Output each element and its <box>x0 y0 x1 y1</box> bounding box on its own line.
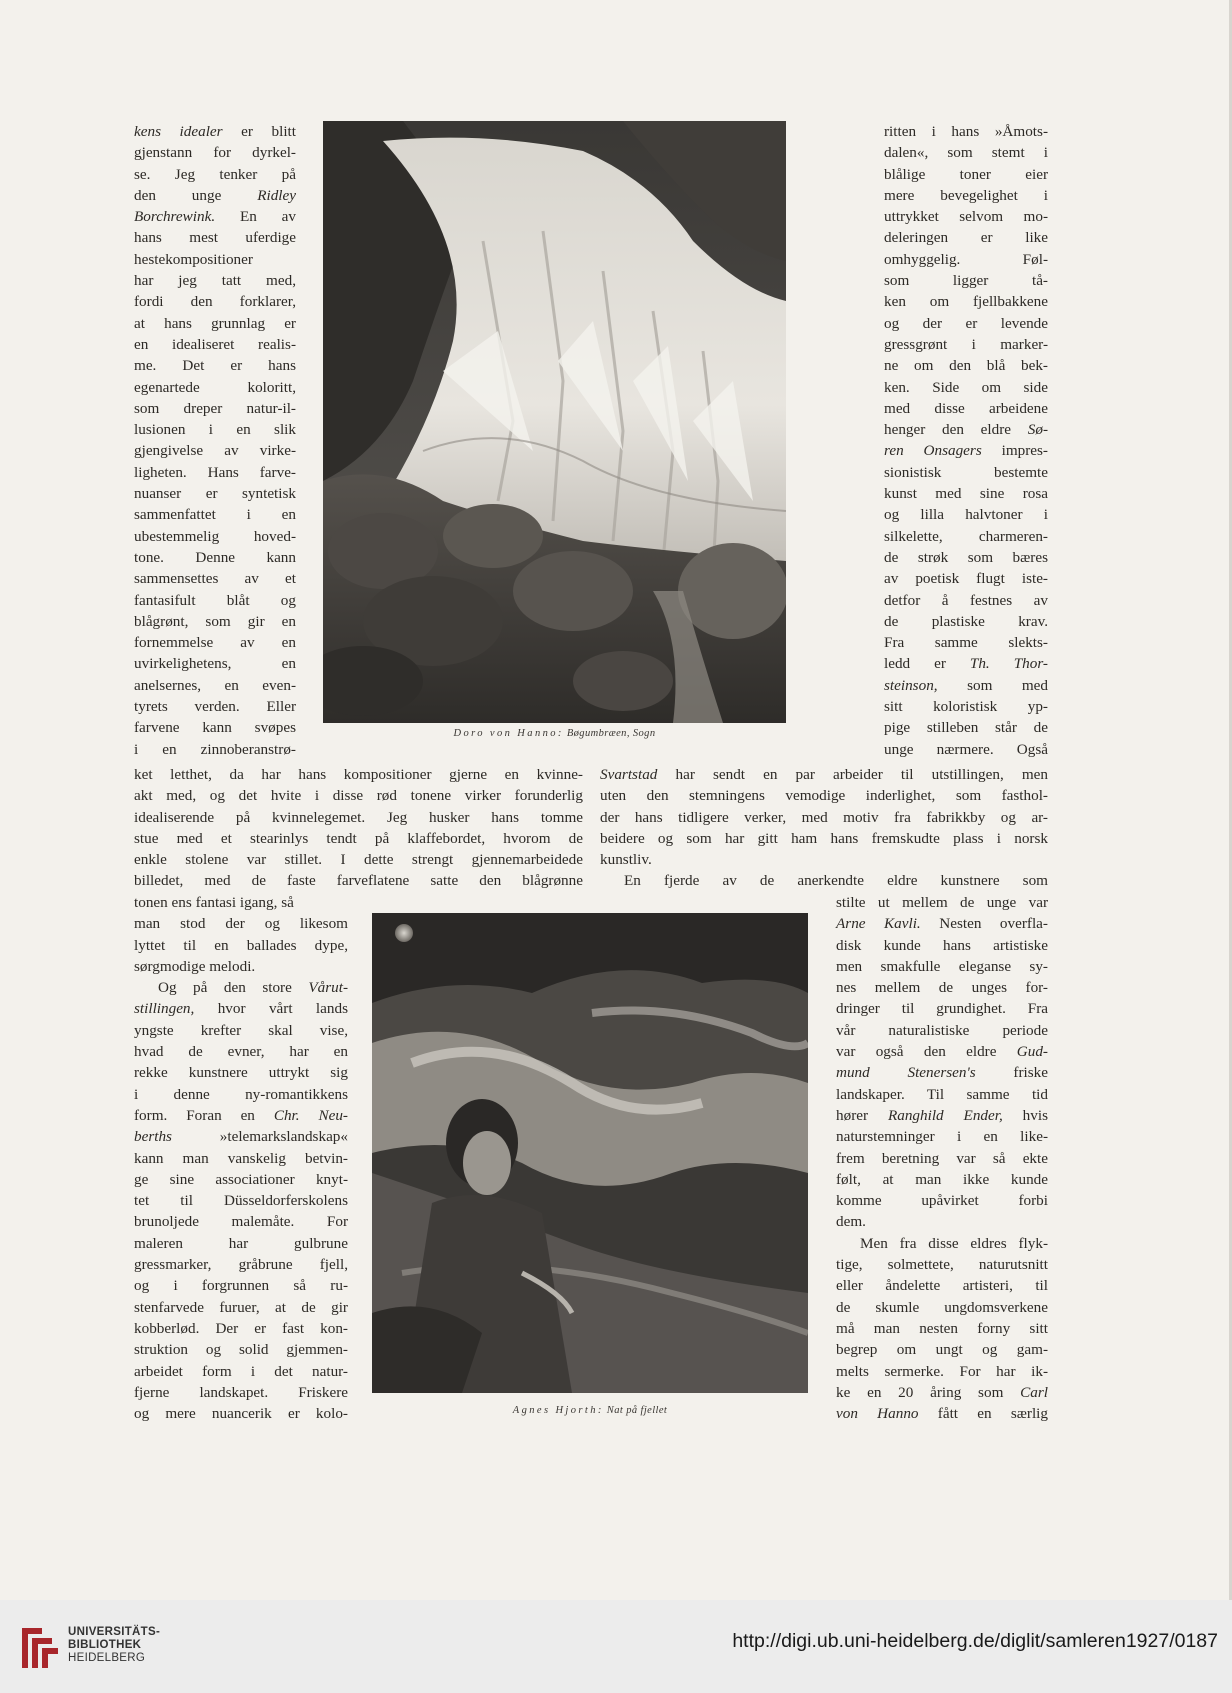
italic-name: ren Onsagers <box>884 442 982 460</box>
text-line <box>134 227 296 248</box>
caption-top-artist: Doro von Hanno: <box>453 728 564 739</box>
text-line <box>600 828 1048 849</box>
text-line <box>134 1233 348 1254</box>
text-line <box>600 807 1048 828</box>
italic-name: Th. Thor- <box>969 655 1048 673</box>
text-line <box>836 1275 1048 1296</box>
text-run: ket letthet, da har hans kompositioner gjerne en kvinne- <box>134 766 583 783</box>
text-line <box>134 913 348 934</box>
text-line <box>836 1403 1048 1424</box>
text-run: tet til Düsseldorferskolens <box>134 1192 348 1210</box>
text-run: friske <box>975 1064 1048 1082</box>
italic-name: Gud- <box>1016 1043 1048 1061</box>
text-run: tone. Denne kann <box>134 548 296 566</box>
text-run: stue med et stearinlys tendt på klaffebordet, hvorom de <box>134 829 583 847</box>
text-run: hvor vårt lands <box>194 1000 348 1018</box>
text-line <box>134 121 296 142</box>
text-line <box>884 568 1048 589</box>
text-run: yngste krefter skal vise, <box>134 1021 348 1039</box>
text-line <box>134 717 296 738</box>
text-line <box>836 956 1048 977</box>
text-line <box>134 355 296 376</box>
text-line <box>884 270 1048 291</box>
text-run: blålige toner eier <box>884 165 1048 183</box>
text-line <box>836 935 1048 956</box>
text-line <box>600 764 1048 785</box>
text-run: sammensettes av et <box>134 570 296 588</box>
caption-top <box>323 728 786 739</box>
text-line <box>134 1062 348 1083</box>
text-run: ritten i hans »Åmots- <box>884 123 1048 140</box>
text-run: fordi den forklarer, <box>134 293 296 311</box>
text-line <box>884 334 1048 355</box>
text-run: Men fra disse eldres flyk- <box>860 1234 1048 1252</box>
text-line <box>134 956 348 977</box>
text-line <box>134 270 296 291</box>
text-run: nuanser er syntetisk <box>134 485 296 503</box>
painting-glacier <box>323 121 786 723</box>
text-line <box>836 1020 1048 1041</box>
text-run: mere bevegelighet i <box>884 186 1048 204</box>
text-line <box>836 1041 1048 1062</box>
text-line <box>884 291 1048 312</box>
text-line <box>134 313 296 334</box>
text-run: deleringen er like <box>884 229 1048 247</box>
text-line <box>134 419 296 440</box>
text-line <box>134 892 348 913</box>
text-run: hans mest uferdige <box>134 229 296 247</box>
article-lower-right <box>836 892 1048 1424</box>
text-line <box>134 1254 348 1275</box>
text-line <box>600 849 1048 870</box>
text-line <box>134 870 583 891</box>
text-run: ge sine associationer knyt- <box>134 1170 348 1188</box>
text-run: ne om den blå bek- <box>884 357 1048 375</box>
text-line <box>884 653 1048 674</box>
text-line <box>134 377 296 398</box>
text-line <box>884 462 1048 483</box>
text-run: enkle stolene var stillet. I dette strengt gjennemarbeidede <box>134 851 583 869</box>
text-run: man stod der og likesom <box>134 915 348 933</box>
text-run: impres- <box>981 442 1048 460</box>
text-line <box>836 1084 1048 1105</box>
text-line <box>884 249 1048 270</box>
text-line <box>884 355 1048 376</box>
text-run: ke en 20 åring som <box>836 1383 1021 1401</box>
text-run: gressmarker, gråbrune fjell, <box>134 1256 348 1274</box>
text-run: av poetisk flugt iste- <box>884 570 1048 588</box>
italic-name: berths <box>134 1128 172 1146</box>
text-line <box>134 334 296 355</box>
text-line <box>134 807 583 828</box>
text-run: maleren har gulbrune <box>134 1234 348 1252</box>
text-line <box>134 977 348 998</box>
text-line <box>134 1318 348 1339</box>
text-line <box>884 121 1048 142</box>
text-run: begrep om ungt og gam- <box>836 1341 1048 1359</box>
text-run: anelsernes, en even- <box>134 676 296 694</box>
text-line <box>134 164 296 185</box>
library-name-line1: UNIVERSITÄTS- <box>68 1626 161 1638</box>
text-line <box>600 785 1048 806</box>
text-run: må man nesten forny sitt <box>836 1319 1048 1337</box>
text-run: fjerne landskapet. Friskere <box>134 1383 348 1401</box>
article-wide-right <box>600 764 1048 892</box>
text-run: Og på den store <box>158 979 309 997</box>
text-line <box>836 1169 1048 1190</box>
text-run: farvene kann svøpes <box>134 719 296 737</box>
library-name-line3: HEIDELBERG <box>68 1652 146 1664</box>
italic-name: Svartstad <box>600 766 658 783</box>
text-line <box>134 462 296 483</box>
text-line <box>134 1361 348 1382</box>
text-line <box>600 870 1048 891</box>
text-line <box>134 483 296 504</box>
text-run: kunstliv. <box>600 851 652 869</box>
text-run: ubestemmelig hoved- <box>134 527 296 545</box>
text-line <box>836 1148 1048 1169</box>
text-line <box>836 1211 1048 1232</box>
text-line <box>134 1297 348 1318</box>
text-line <box>134 828 583 849</box>
text-run: ligheten. Hans farve- <box>134 463 296 481</box>
text-run: den unge <box>134 186 258 204</box>
text-run: stilte ut mellem de unge var <box>836 894 1048 911</box>
text-run: melts sermerke. For har ik- <box>836 1362 1048 1380</box>
text-line <box>134 526 296 547</box>
text-line <box>134 1041 348 1062</box>
text-run: i denne ny-romantikkens <box>134 1085 348 1103</box>
italic-name: mund Stenersen's <box>836 1064 976 1082</box>
text-line <box>836 1254 1048 1275</box>
text-run: arbeidet form i det natur- <box>134 1362 348 1380</box>
italic-name: Ridley <box>257 186 296 204</box>
text-run: de strøk som bæres <box>884 548 1048 566</box>
italic-name: Borchrewink. <box>134 208 216 226</box>
text-line <box>836 1297 1048 1318</box>
text-line <box>134 398 296 419</box>
text-run: akt med, og det hvite i disse rød tonene virker forunderlig <box>134 787 583 805</box>
text-run: tyrets verden. Eller <box>134 698 296 716</box>
text-run: og lilla halvtoner i <box>884 506 1048 524</box>
library-footer <box>0 1600 1232 1693</box>
text-run: egenartede koloritt, <box>134 378 296 396</box>
text-line <box>134 504 296 525</box>
text-line <box>836 1361 1048 1382</box>
text-run: kann man vanskelig betvin- <box>134 1149 348 1167</box>
text-line <box>884 739 1048 760</box>
italic-name: stillingen, <box>134 1000 195 1018</box>
text-line <box>884 696 1048 717</box>
text-run: stenfarvede furuer, at de gir <box>134 1298 348 1316</box>
text-line <box>884 398 1048 419</box>
text-line <box>836 1126 1048 1147</box>
text-run: uttrykket selvom mo- <box>884 208 1048 226</box>
text-line <box>884 483 1048 504</box>
text-line <box>884 142 1048 163</box>
text-run: kunst med sine rosa <box>884 485 1048 503</box>
text-run: sørgmodige melodi. <box>134 957 256 975</box>
text-run: eller åndelette artisteri, til <box>836 1277 1048 1295</box>
text-line <box>134 935 348 956</box>
text-line <box>836 1382 1048 1403</box>
text-run: hvad de evner, har en <box>134 1043 348 1061</box>
article-column-right <box>884 121 1048 760</box>
text-run: med disse arbeidene <box>884 399 1048 417</box>
text-line <box>134 249 296 270</box>
painting-night-on-mountain <box>372 913 808 1393</box>
text-line <box>836 892 1048 913</box>
text-line <box>836 1233 1048 1254</box>
caption-bottom-artist: Agnes Hjorth: <box>512 1405 604 1416</box>
text-run: som dreper natur-il- <box>134 399 296 417</box>
text-run: »telemarkslandskap« <box>171 1128 348 1146</box>
text-run: komme upåvirket forbi <box>836 1192 1048 1210</box>
text-run: blågrønt, som gir en <box>134 612 296 630</box>
text-run: sammenfattet i en <box>134 506 296 524</box>
text-line <box>134 547 296 568</box>
text-run: hvis <box>1002 1106 1048 1124</box>
text-run: uvirkelighetens, en <box>134 655 296 673</box>
text-line <box>134 1275 348 1296</box>
text-run: er blitt <box>222 123 296 140</box>
caption-bottom-title: Nat på fjellet <box>606 1405 668 1416</box>
text-line <box>134 998 348 1019</box>
text-run: struktion og solid gjemmen- <box>134 1341 348 1359</box>
text-run: har sendt en par arbeider til utstillingen, men <box>657 766 1048 783</box>
article-lower-left <box>134 892 348 1424</box>
text-run: der hans tidligere verker, med motiv fra fabrikkby og ar- <box>600 808 1048 826</box>
library-name-line2: BIBLIOTHEK <box>68 1639 142 1651</box>
italic-name: Arne Kavli. <box>836 915 921 933</box>
text-line <box>134 1105 348 1126</box>
university-library-logo-icon <box>14 1622 60 1674</box>
text-run: ken. Side om side <box>884 378 1048 396</box>
text-line <box>134 1190 348 1211</box>
text-run: sionistisk bestemte <box>884 463 1048 481</box>
italic-name: Vårut- <box>308 979 348 997</box>
night-painting-image <box>372 913 808 1393</box>
text-run: billedet, med de faste farveflatene satte den blågrønne <box>134 872 583 890</box>
text-run: En av <box>215 208 296 226</box>
text-run: lusionen i en slik <box>134 421 296 439</box>
text-run: at hans grunnlag er <box>134 314 296 332</box>
text-run: hestekompositioner <box>134 250 253 268</box>
italic-name: Sø- <box>1027 421 1048 439</box>
text-run: me. Det er hans <box>134 357 296 375</box>
text-line <box>836 913 1048 934</box>
text-line <box>884 164 1048 185</box>
text-run: fornemmelse av en <box>134 634 296 652</box>
text-run: rekke kunstnere uttrykt sig <box>134 1064 348 1082</box>
text-line <box>134 739 296 760</box>
text-line <box>134 1169 348 1190</box>
text-line <box>134 185 296 206</box>
text-line <box>134 590 296 611</box>
library-name <box>68 1626 160 1665</box>
text-run: nes mellem de unges for- <box>836 979 1048 997</box>
text-line <box>884 313 1048 334</box>
text-line <box>134 291 296 312</box>
text-run: fått en særlig <box>918 1405 1048 1423</box>
text-line <box>134 1084 348 1105</box>
text-run: frem beretning var så ekte <box>836 1149 1048 1167</box>
text-run: var også den eldre <box>836 1043 1017 1061</box>
text-run: naturstemninger i en like- <box>836 1128 1048 1146</box>
italic-name: von Hanno <box>836 1405 919 1423</box>
text-line <box>134 1339 348 1360</box>
text-run: silkelette, charmeren- <box>884 527 1048 545</box>
text-run: og der er levende <box>884 314 1048 332</box>
text-line <box>836 1062 1048 1083</box>
text-line <box>836 1339 1048 1360</box>
text-line <box>884 227 1048 248</box>
text-line <box>134 632 296 653</box>
text-run: En fjerde av de anerkendte eldre kunstnere som <box>624 872 1048 890</box>
text-run: en idealiseret realis- <box>134 335 296 353</box>
text-line <box>836 1105 1048 1126</box>
text-run: ken om fjellbakkene <box>884 293 1048 311</box>
text-line <box>836 1318 1048 1339</box>
text-line <box>134 764 583 785</box>
text-run: men smakfulle eleganse sy- <box>836 957 1048 975</box>
text-line <box>884 206 1048 227</box>
text-run: unge nærmere. Også <box>884 740 1048 758</box>
italic-name: Ranghild Ender, <box>887 1106 1003 1124</box>
text-line <box>134 440 296 461</box>
text-run: pige stilleben står de <box>884 719 1048 737</box>
text-run: fantasifult blåt og <box>134 591 296 609</box>
italic-name: Carl <box>1020 1383 1048 1401</box>
text-run: og mere nuancerik er kolo- <box>134 1405 348 1423</box>
text-line <box>134 785 583 806</box>
text-run: og i forgrunnen så ru- <box>134 1277 348 1295</box>
permalink-url[interactable]: http://digi.ub.uni-heidelberg.de/diglit/samleren1927/0187 <box>732 1630 1218 1652</box>
text-line <box>134 142 296 163</box>
text-line <box>134 568 296 589</box>
caption-bottom <box>372 1405 808 1416</box>
text-line <box>134 849 583 870</box>
text-line <box>134 1211 348 1232</box>
text-run: ledd er <box>884 655 970 673</box>
text-line <box>134 653 296 674</box>
text-run: Fra samme slekts- <box>884 634 1048 652</box>
text-line <box>134 675 296 696</box>
text-run: brunoljede malemåte. For <box>134 1213 348 1231</box>
italic-name: steinson, <box>884 676 938 694</box>
text-line <box>884 504 1048 525</box>
text-run: tige, solmettete, naturutsnitt <box>836 1256 1048 1274</box>
text-run: henger den eldre <box>884 421 1028 439</box>
text-run: i en zinnoberanstrø- <box>134 740 296 758</box>
text-line <box>134 1403 348 1424</box>
text-run: landskaper. Til samme tid <box>836 1085 1048 1103</box>
text-run: detfor å festnes av <box>884 591 1048 609</box>
text-run: dalen«, som stemt i <box>884 144 1048 162</box>
caption-top-title: Bøgumbræen, Sogn <box>566 728 656 739</box>
text-run: sitt koloristisk yp- <box>884 698 1048 716</box>
text-run: som ligger tå- <box>884 272 1048 290</box>
text-run: som med <box>937 676 1048 694</box>
text-run: gjengivelse av virke- <box>134 442 296 460</box>
text-line <box>836 998 1048 1019</box>
text-line <box>884 526 1048 547</box>
text-run: følt, at man ikke kunde <box>836 1170 1048 1188</box>
text-run: lyttet til en ballades dype, <box>134 936 348 954</box>
text-run: dem. <box>836 1213 866 1231</box>
text-line <box>884 377 1048 398</box>
text-run: idealiserende på kvinnelegemet. Jeg husker hans tomme <box>134 808 583 826</box>
glacier-painting-image <box>323 121 786 723</box>
text-run: Nesten overfla- <box>920 915 1048 933</box>
article-column-left <box>134 121 296 760</box>
text-run: gressgrønt i marker- <box>884 335 1048 353</box>
italic-name: Chr. Neu- <box>273 1106 348 1124</box>
text-line <box>134 1020 348 1041</box>
text-run: har jeg tatt med, <box>134 272 296 290</box>
text-run: beidere og som har gitt ham hans fremskudte plass i norsk <box>600 829 1048 847</box>
text-run: omhyggelig. Føl- <box>884 250 1048 268</box>
text-line <box>134 611 296 632</box>
text-line <box>134 206 296 227</box>
text-run: gjenstann for dyrkel- <box>134 144 296 162</box>
text-line <box>884 590 1048 611</box>
text-run: uten den stemningens vemodige inderlighet, som fasthol- <box>600 787 1048 805</box>
text-line <box>836 977 1048 998</box>
text-line <box>884 717 1048 738</box>
article-wide-left <box>134 764 583 892</box>
text-run: kobberlød. Der er fast kon- <box>134 1319 348 1337</box>
text-line <box>884 632 1048 653</box>
text-line <box>884 675 1048 696</box>
text-run: dringer til grundighet. Fra <box>836 1000 1048 1018</box>
text-line <box>884 440 1048 461</box>
italic-name: kens idealer <box>134 123 223 140</box>
text-run: form. Foran en <box>134 1106 274 1124</box>
text-line <box>836 1190 1048 1211</box>
text-run: tonen ens fantasi igang, så <box>134 894 294 911</box>
text-line <box>884 185 1048 206</box>
text-line <box>134 1148 348 1169</box>
text-run: se. Jeg tenker på <box>134 165 296 183</box>
text-run: hører <box>836 1106 888 1124</box>
text-line <box>134 696 296 717</box>
text-run: de skumle ungdomsverkene <box>836 1298 1048 1316</box>
text-run: de plastiske krav. <box>884 612 1048 630</box>
text-line <box>134 1382 348 1403</box>
text-line <box>884 419 1048 440</box>
text-run: vår naturalistiske periode <box>836 1021 1048 1039</box>
text-line <box>884 547 1048 568</box>
text-run: disk kunde hans artistiske <box>836 936 1048 954</box>
text-line <box>134 1126 348 1147</box>
text-line <box>884 611 1048 632</box>
